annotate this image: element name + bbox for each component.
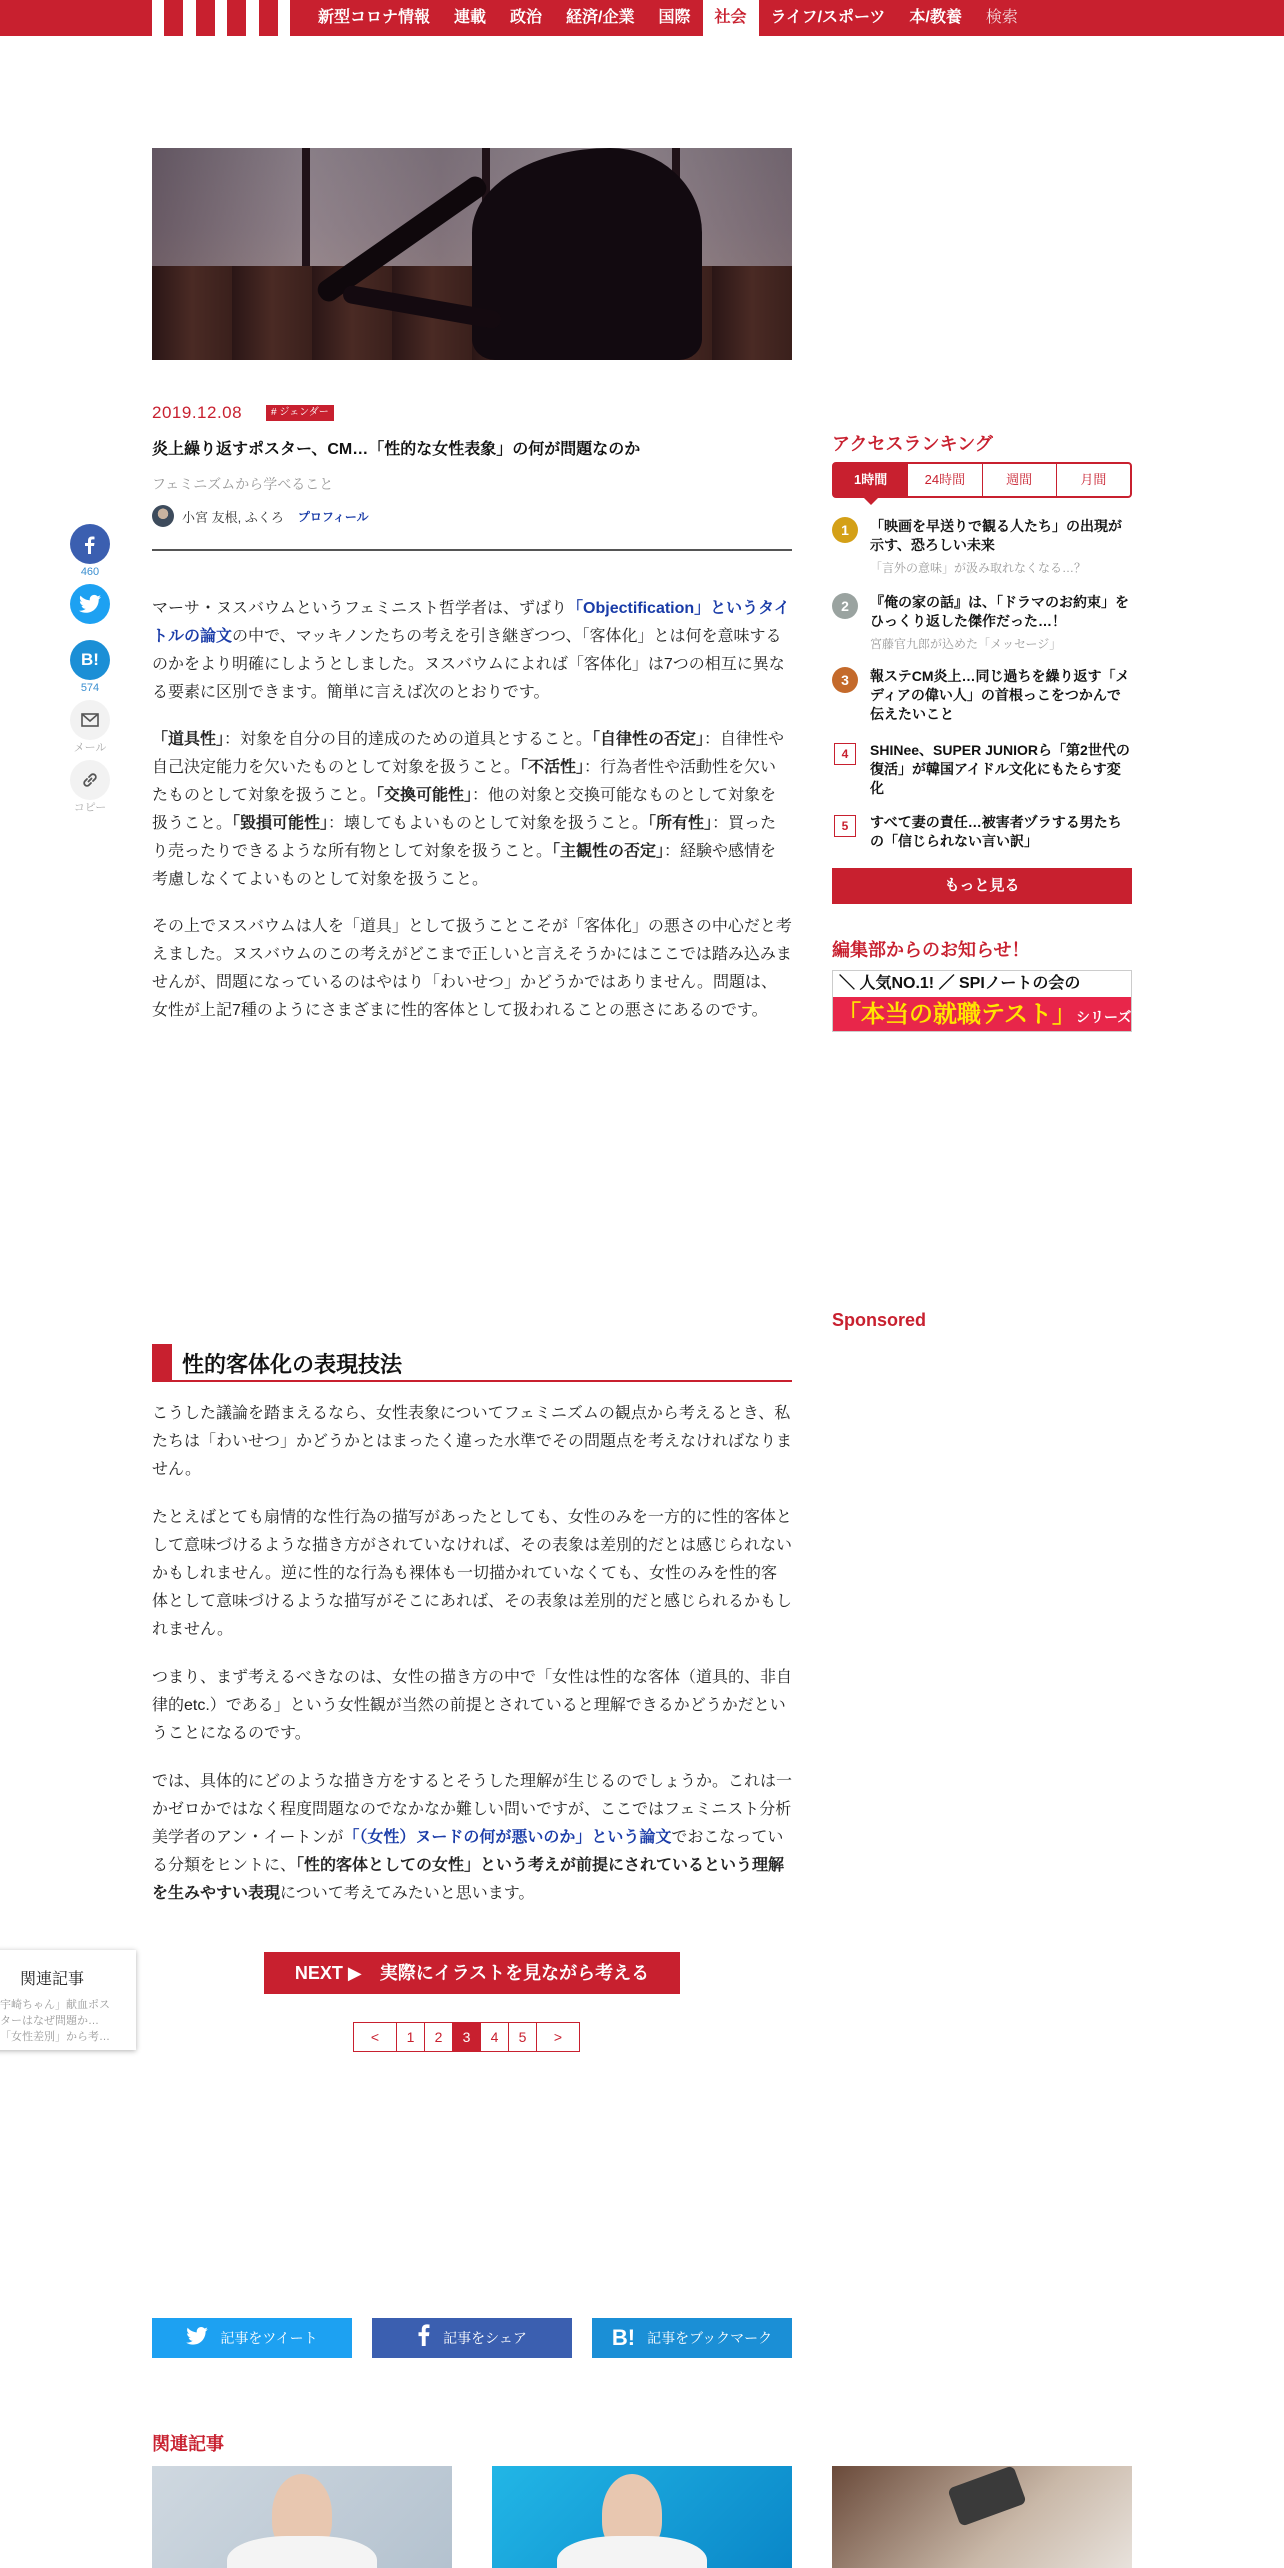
rank-badge-2: 2	[832, 593, 858, 619]
nav-item-life-sports[interactable]: ライフ/スポーツ	[770, 9, 886, 26]
nav-item-politics[interactable]: 政治	[510, 9, 543, 26]
floating-related-text: 宇崎ちゃん」献血ポスターはなぜ問題か…「女性差別」から考…	[0, 1999, 110, 2043]
copy-label: コピー	[73, 802, 107, 814]
related-articles-heading: 関連記事	[152, 2434, 224, 2454]
related-article-thumbnail-1[interactable]	[152, 2466, 452, 2568]
article-title: 炎上繰り返すポスター、CM…「性的な女性表象」の何が問題なのか	[152, 441, 641, 458]
floating-related-heading: 関連記事	[20, 1971, 85, 1988]
twitter-share-button[interactable]	[70, 584, 110, 624]
ranking-item-5[interactable]	[832, 813, 1132, 853]
paragraph-2-objectification-list: 「道具性」：対象を自分の目的達成のための道具とすること。「自律性の否定」：自律性や自己決定能力を欠いたものとして対象を扱うこと。「不活性」：行為者性や活動性を欠いたものとして対象を扱うこと。「交換可能性」：他の対象と交換可能なものとして対象を扱うこと。「毀損可能性」：壊してもよいものとして対象を扱うこと。「所有性」：買ったり売ったりできるような所有物として対象を扱うこと。「主観性の否定」：経験や感情を考慮しなくてよいものとして対象を扱うこと。	[152, 731, 785, 888]
sponsored-heading: Sponsored	[832, 1310, 927, 1330]
paragraph-5: たとえばとても扇情的な性行為の描写があったとしても、女性のみを一方的に性的客体として意味づけるような描き方がされていなければ、その表象は差別的だとは感じられないかもしれません。逆に性的な行為も裸体も一切描かれていなくても、女性のみを性的客体として意味づけるような描写がそこにあれば、その表象は差別的だと感じられるかもしれません。	[152, 1509, 793, 1638]
paragraph-6: つまり、まず考えるべきなのは、女性の描き方の中で「女性は性的な客体（道具的、非自律的etc.）である」という女性観が当然の前提とされていると理解できるかどうかだということになるのです。	[152, 1669, 793, 1742]
top-navigation	[0, 0, 1284, 36]
nav-item-international[interactable]: 国際	[658, 9, 691, 26]
spi-note-banner[interactable]	[832, 970, 1132, 1032]
ranking-item-2[interactable]	[832, 593, 1132, 651]
next-page-button[interactable]: NEXT ▶ 実際にイラストを見ながら考える	[264, 1952, 680, 1994]
nav-item-series[interactable]: 連載	[454, 9, 487, 26]
link-icon	[81, 771, 99, 789]
ranking-title: 報ステCM炎上…同じ過ちを繰り返す「メディアの偉い人」の首根っこをつかんで伝えたいこと	[870, 668, 1130, 722]
pager-page-1[interactable]: 1	[396, 2022, 425, 2052]
ranking-heading: アクセスランキング	[832, 434, 993, 454]
share-sidebar	[70, 524, 114, 816]
nav-search-link[interactable]: 検索	[985, 9, 1018, 26]
mail-label: メール	[73, 742, 107, 754]
facebook-icon	[80, 534, 100, 554]
ranking-tabs	[832, 462, 1132, 498]
nav-item-society[interactable]: 社会	[703, 0, 759, 36]
related-article-thumbnail-2[interactable]	[492, 2466, 792, 2568]
ranking-subtitle: 宮藤官九郎が込めた「メッセージ」	[870, 637, 1062, 651]
paragraph-7: では、具体的にどのような描き方をするとそうした理解が生じるのでしょうか。これは一かゼロかではなく程度問題なのでなかなか難しい問いですが、ここではフェミニスト分析美学者のアン・イートンが「（女性）ヌードの何が悪いのか」という論文でおこなっている分類をヒントに、「性的客体としての女性」という考えが前提にされているという理解を生みやすい表現について考えてみたいと思います。	[152, 1773, 793, 1902]
paragraph-1: マーサ・ヌスバウムというフェミニスト哲学者は、ずばり「Objectification」というタイトルの論文の中で、マッキノンたちの考えを引き継ぎつつ、「客体化」とは何を意味するのかをより明確にしようとしました。ヌスバウムによれば「客体化」は7つの相互に異なる要素に区別できます。簡単に言えば次のとおりです。	[152, 600, 790, 701]
ranking-title: SHINee、SUPER JUNIORら「第2世代の復活」が韓国アイドル文化にもたらす変化	[870, 742, 1130, 796]
site-logo[interactable]	[152, 0, 290, 36]
facebook-share-button[interactable]	[70, 524, 110, 564]
paragraph-4: こうした議論を踏まえるなら、女性表象についてフェミニズムの観点から考えるとき、私たちは「わいせつ」かどうかとはまったく違った水準でその問題点を考えなければなりません。	[152, 1405, 793, 1478]
ranking-title: すべて妻の責任…被害者ヅラする男たちの「信じられない言い訳」	[870, 814, 1122, 849]
facebook-icon	[417, 2324, 431, 2352]
bookmark-article-hatena-button[interactable]: B! 記事をブックマーク	[592, 2318, 792, 2358]
rank-badge-3: 3	[832, 667, 858, 693]
ranking-item-4[interactable]	[832, 741, 1132, 799]
hatena-icon: B!	[81, 650, 99, 669]
article-author	[152, 505, 369, 527]
header-divider	[152, 549, 792, 551]
ranking-tab-1hour[interactable]: 1時間	[834, 464, 907, 496]
nude-paper-link[interactable]: 「（女性）ヌードの何が悪いのか」という論文	[343, 1829, 672, 1846]
facebook-share-count: 460	[80, 566, 100, 578]
pager-page-2[interactable]: 2	[424, 2022, 453, 2052]
tweet-article-button[interactable]: 記事をツイート	[152, 2318, 352, 2358]
nav-item-corona[interactable]: 新型コロナ情報	[318, 9, 431, 26]
twitter-icon	[186, 2325, 208, 2351]
paragraph-3: その上でヌスバウムは人を「道具」として扱うことこそが「客体化」の悪さの中心だと考えました。ヌスバウムのこの考えがどこまで正しいと言えそうかにはここでは踏み込みませんが、問題になっているのはやはり「わいせつ」かどうかではありません。問題は、女性が上記7種のようにさまざまに性的客体として扱われることの悪さにあるのです。	[152, 918, 792, 1019]
ranking-tab-weekly[interactable]: 週間	[982, 464, 1056, 496]
profile-link[interactable]: プロフィール	[297, 509, 369, 524]
ranking-subtitle: 「言外の意味」が汲み取れなくなる…？	[870, 561, 1087, 575]
article-hero-image	[152, 148, 792, 360]
author-avatar	[152, 505, 174, 527]
pagination	[354, 2022, 580, 2052]
hatena-bookmark-count: 574	[80, 682, 100, 694]
banner-main-text: 「本当の就職テスト」シリーズ	[833, 997, 1131, 1032]
pager-page-5[interactable]: 5	[508, 2022, 537, 2052]
rank-badge-1: 1	[832, 517, 858, 543]
objectification-paper-link[interactable]: 「Objectification」というタイトルの論文	[152, 600, 790, 645]
nav-item-books[interactable]: 本/教養	[909, 9, 962, 26]
article-series[interactable]: フェミニズムから学べること	[152, 476, 334, 492]
related-article-thumbnail-3[interactable]	[832, 2466, 1132, 2568]
mail-share-button[interactable]	[70, 700, 110, 740]
pager-page-4[interactable]: 4	[480, 2022, 509, 2052]
copy-link-button[interactable]	[70, 760, 110, 800]
ranking-tab-24hours[interactable]: 24時間	[907, 464, 981, 496]
share-article-facebook-button[interactable]: 記事をシェア	[372, 2318, 572, 2358]
mail-icon	[81, 713, 99, 727]
rank-badge-5: 5	[834, 815, 856, 837]
nav-item-economy[interactable]: 経済/企業	[566, 9, 635, 26]
ranking-more-button[interactable]: もっと見る	[832, 868, 1132, 904]
pager-prev[interactable]: <	[353, 2022, 397, 2052]
hatena-bookmark-button[interactable]	[70, 640, 110, 680]
ranking-item-3[interactable]	[832, 667, 1132, 727]
pager-page-3-current[interactable]: 3	[452, 2022, 481, 2052]
editorial-notice-heading: 編集部からのお知らせ！	[832, 940, 1030, 960]
hatena-icon: B!	[611, 2325, 636, 2350]
section-heading: 性的客体化の表現技法	[152, 1344, 792, 1382]
floating-related-article[interactable]	[0, 1950, 136, 2050]
ranking-title: 「映画を早送りで観る人たち」の出現が示す、恐ろしい未来	[870, 518, 1122, 553]
article-tag[interactable]: # ジェンダー	[266, 405, 334, 421]
banner-top-text: ＼ 人気NO.1! ／ SPIノートの会の	[833, 971, 1131, 997]
ranking-title: 『俺の家の話』は、「ドラマのお約束」をひっくり返した傑作だった…！	[870, 594, 1129, 629]
author-names: 小宮 友根, ふくろ	[182, 509, 284, 525]
pager-next[interactable]: >	[536, 2022, 580, 2052]
twitter-icon	[79, 594, 101, 614]
article-date: 2019.12.08	[152, 403, 243, 422]
ranking-tab-monthly[interactable]: 月間	[1056, 464, 1130, 496]
ranking-item-1[interactable]	[832, 517, 1132, 575]
rank-badge-4: 4	[834, 743, 856, 765]
